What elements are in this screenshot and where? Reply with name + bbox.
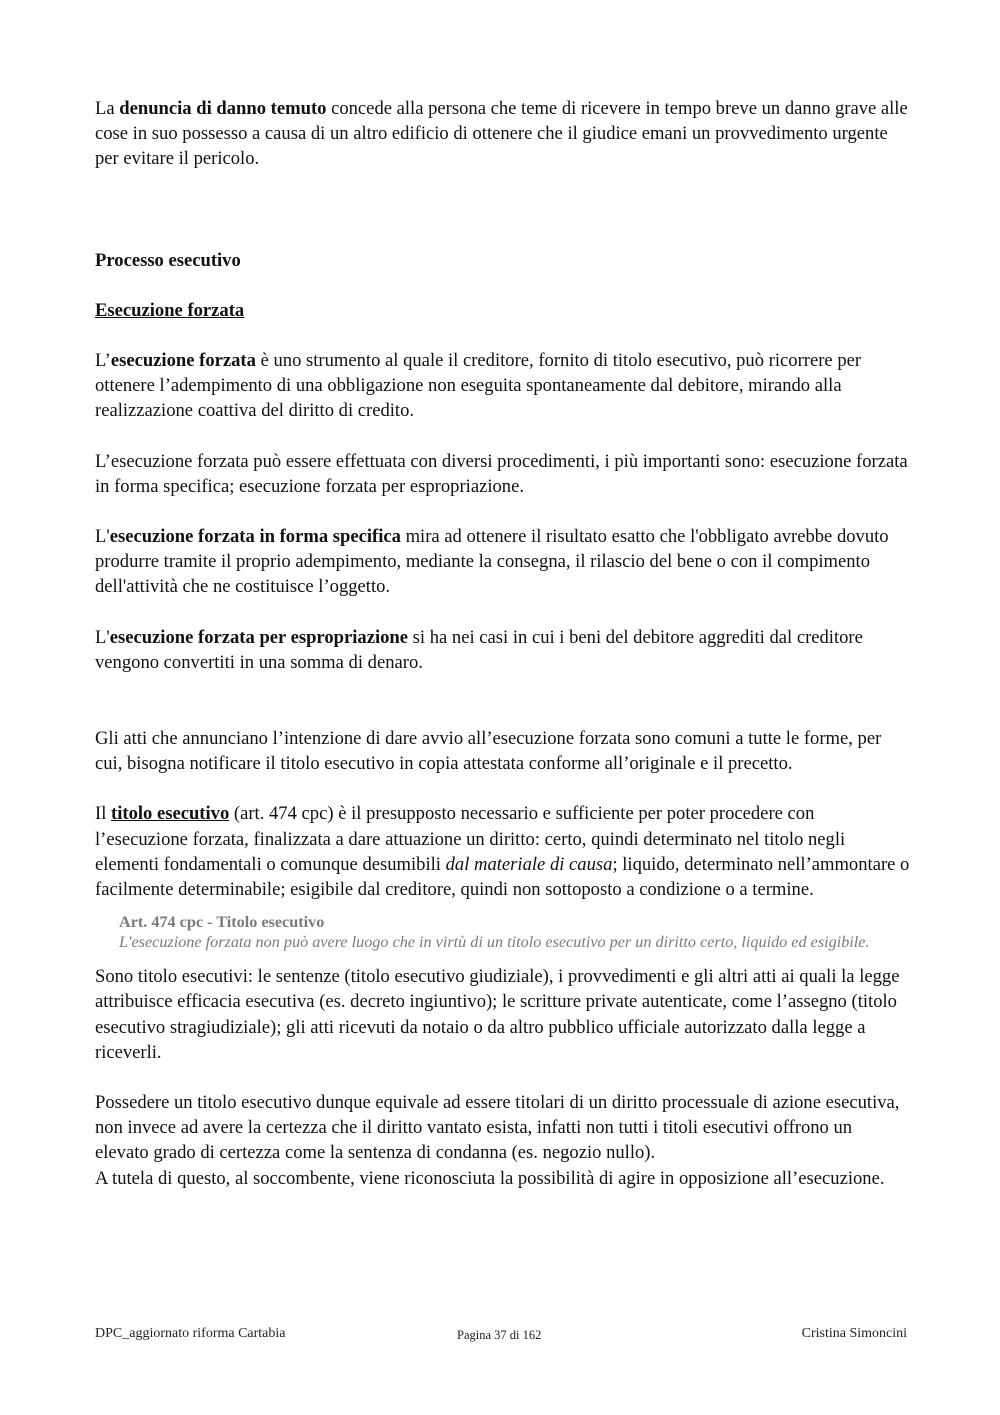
text-run: ; liquido, determinato nell’ammontare o facilmente determinabile; esigibile dal creditore, quindi non sottoposto a condizione o a termine. bbox=[95, 853, 910, 901]
text-run: concede alla persona che teme di ricevere in tempo breve un danno grave alle cose in suo possesso a causa di un altro edificio di ottenere che il giudice emani un provvedimento urgente per evitare il pericolo. bbox=[95, 98, 908, 170]
paragraph-tutela: A tutela di questo, al soccombente, viene riconosciuta la possibilità di agire in opposizione all’esecuzione. bbox=[95, 1167, 885, 1189]
footer-page-number: Pagina 37 di 162 bbox=[457, 1328, 542, 1342]
bold-term: denuncia di danno temuto bbox=[119, 98, 327, 119]
paragraph-procedimenti: L’esecuzione forzata può essere effettuata con diversi procedimenti, i più importanti sono: esecuzione forzata in forma specifica; esecuzione forzata per espropriazione. bbox=[95, 450, 908, 497]
quote-title: Art. 474 cpc - Titolo esecutivo bbox=[119, 913, 325, 932]
footer-document-name: DPC_aggiornato riforma Cartabia bbox=[95, 1326, 286, 1341]
footer-author: Cristina Simoncini bbox=[801, 1326, 907, 1341]
bold-underlined-term: titolo esecutivo bbox=[111, 803, 230, 825]
bold-term: esecuzione forzata bbox=[110, 350, 256, 372]
text-run: L' bbox=[95, 526, 110, 548]
subsection-heading: Esecuzione forzata bbox=[95, 299, 245, 321]
paragraph-atti: Gli atti che annunciano l’intenzione di dare avvio all’esecuzione forzata sono comuni a tutte le forme, per cui, bisogna notificare il titolo esecutivo in copia attestata conforme all’originale e il precetto. bbox=[95, 728, 882, 775]
page-body bbox=[95, 96, 910, 1191]
italic-term: dal materiale di causa bbox=[445, 853, 613, 875]
paragraph-espropriazione bbox=[95, 625, 910, 675]
text-run: L' bbox=[95, 626, 110, 648]
text-run: è uno strumento al quale il creditore, fornito di titolo esecutivo, può ricorrere per ottenere l’adempimento di una obbligazione non eseguita spontaneamente dal debitore, mirando alla realizzazione coattiva del diritto di credito. bbox=[95, 350, 862, 422]
article-quote bbox=[119, 912, 910, 952]
paragraph-esecuzione-forzata bbox=[95, 348, 910, 424]
paragraph-denuncia bbox=[95, 96, 910, 172]
paragraph-forma-specifica bbox=[95, 524, 910, 600]
text-run: mira ad ottenere il risultato esatto che l'obbligato avrebbe dovuto produrre tramite il proprio adempimento, mediante la consegna, il rilascio del bene o con il compimento dell'attività che ne costituisce l’oggetto. bbox=[95, 526, 889, 598]
text-run: Il bbox=[95, 803, 112, 825]
section-heading: Processo esecutivo bbox=[95, 249, 241, 271]
paragraph-titolo-esecutivo bbox=[95, 801, 910, 902]
paragraph-titoli-esecutivi: Sono titolo esecutivi: le sentenze (titolo esecutivo giudiziale), i provvedimenti e gli altri atti ai quali la legge attribuisce efficacia esecutiva (es. decreto ingiuntivo); le scritture private autenticate, come l’assegno (titolo esecutivo stragiudiziale); gli atti ricevuti da notaio o da altro pubblico ufficiale autorizzato dalla legge a riceverli. bbox=[95, 966, 900, 1063]
paragraph-possedere-titolo: Possedere un titolo esecutivo dunque equivale ad essere titolari di un diritto processuale di azione esecutiva, non invece ad avere la certezza che il diritto vantato esista, infatti non tutti i titoli esecutivi offrono un elevato grado di certezza come la sentenza di condanna (es. negozio nullo). bbox=[95, 1092, 900, 1164]
text-run: La bbox=[95, 98, 120, 119]
quote-text: L'esecuzione forzata non può avere luogo che in virtù di un titolo esecutivo per un diritto certo, liquido ed esigibile. bbox=[119, 933, 870, 952]
text-run: L’ bbox=[95, 350, 111, 372]
text-run: si ha nei casi in cui i beni del debitore aggrediti dal creditore vengono convertiti in una somma di denaro. bbox=[95, 626, 863, 673]
text-run: (art. 474 cpc) è il presupposto necessario e sufficiente per poter procedere con l’esecuzione forzata, finalizzata a dare attuazione un diritto: certo, quindi determinato nel titolo negli elementi fondamentali o comunque desumibili bbox=[95, 803, 846, 875]
bold-term: esecuzione forzata per espropriazione bbox=[109, 626, 409, 648]
bold-term: esecuzione forzata in forma specifica bbox=[109, 526, 401, 548]
page-footer bbox=[95, 1326, 907, 1346]
